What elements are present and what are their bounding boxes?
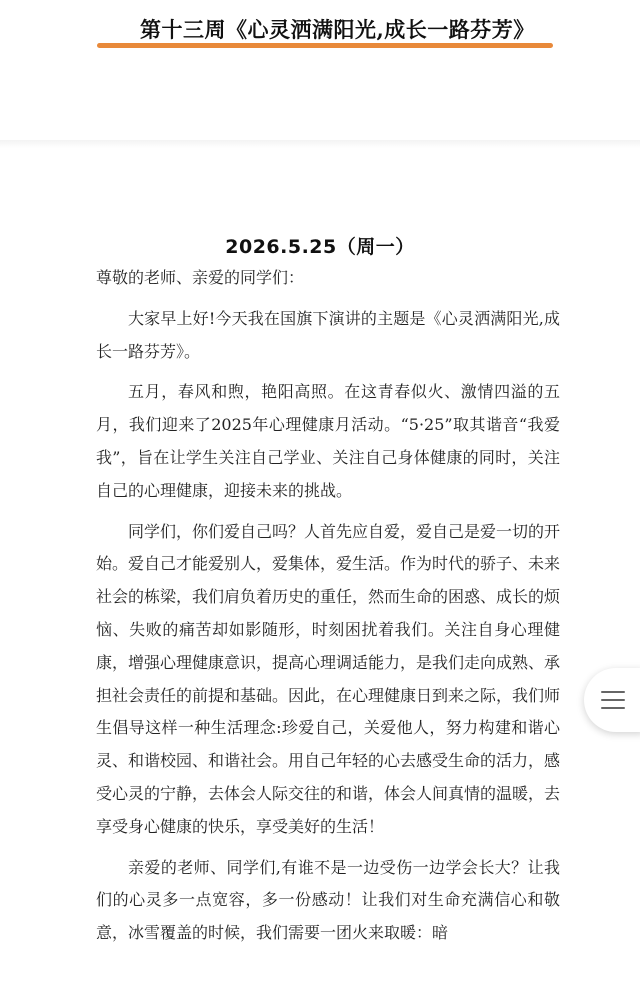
speech-body xyxy=(96,262,560,950)
speech-greeting: 尊敬的老师、亲爱的同学们： xyxy=(96,268,305,287)
speech-paragraph: 五月，春风和煦，艳阳高照。在这青春似火、激情四溢的五月，我们迎来了2025年心理健康月活动。“5·25”取其谐音“我爱我”，旨在让学生关注自己学业、关注自己身体健康的同时，关注自己的心理健康，迎接未来的挑战。 xyxy=(96,382,560,500)
hamburger-menu-icon xyxy=(601,691,625,709)
speech-paragraph: 同学们，你们爱自己吗？人首先应自爱，爱自己是爱一切的开始。爱自己才能爱别人，爱集体，爱生活。作为时代的骄子、未来社会的栋梁，我们肩负着历史的重任，然而生命的困惑、成长的烦恼、失败的痛苦却如影随形，时刻困扰着我们。关注自身心理健康，增强心理健康意识，提高心理调适能力，是我们走向成熟、承担社会责任的前提和基础。因此，在心理健康日到来之际，我们师生倡导这样一种生活理念:珍爱自己，关爱他人，努力构建和谐心灵、和谐校园、和谐社会。用自己年轻的心去感受生命的活力，感受心灵的宁静，去体会人际交往的和谐，体会人间真情的温暖，去享受身心健康的快乐，享受美好的生活！ xyxy=(96,521,561,836)
page-title: 第十三周《心灵洒满阳光,成长一路芬芳》 xyxy=(140,17,535,42)
speech-paragraph: 亲爱的老师、同学们,有谁不是一边受伤一边学会长大？让我们的心灵多一点宽容，多一份感动！让我们对生命充满信心和敬意，冰雪覆盖的时候，我们需要一团火来取暖：暗 xyxy=(96,857,560,943)
speech-paragraph: 大家早上好!今天我在国旗下演讲的主题是《心灵洒满阳光,成长一路芬芳》。 xyxy=(96,308,560,361)
header xyxy=(0,0,640,60)
speech-date: 2026.5.25（周一） xyxy=(225,236,415,258)
section-divider xyxy=(0,140,640,148)
floating-menu-button[interactable] xyxy=(584,668,640,732)
title-underline xyxy=(97,43,553,48)
